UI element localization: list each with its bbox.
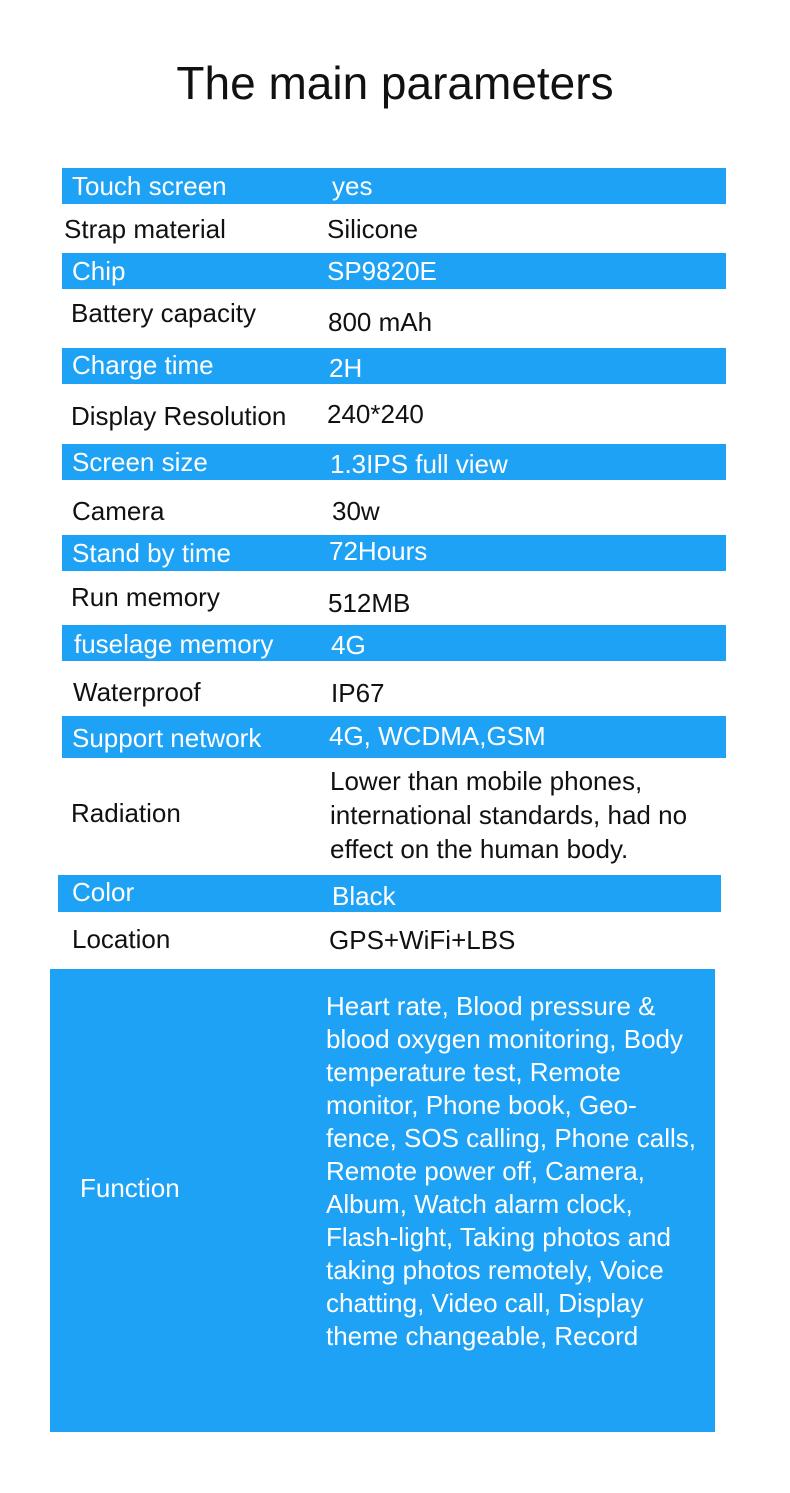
param-value: yes <box>332 171 373 201</box>
param-value: 512MB <box>328 588 411 618</box>
param-label: Display Resolution <box>71 401 287 431</box>
param-value: Black <box>332 881 396 911</box>
param-label: Camera <box>72 496 165 526</box>
param-label: Strap material <box>64 214 226 244</box>
param-value: Silicone <box>327 214 419 244</box>
param-value: 4G <box>331 630 366 660</box>
param-label: Support network <box>72 723 262 753</box>
param-value: Lower than mobile phones, international standards, had no effect on the human body. <box>330 766 688 864</box>
param-label: Waterproof <box>73 677 201 707</box>
param-label: Color <box>72 877 135 907</box>
param-value: 30w <box>332 496 380 526</box>
param-label: Stand by time <box>72 538 231 568</box>
param-value: 800 mAh <box>328 307 433 337</box>
param-label: Chip <box>72 256 126 286</box>
param-value: IP67 <box>331 678 385 708</box>
param-label: Charge time <box>72 350 214 380</box>
param-value: SP9820E <box>327 256 437 286</box>
param-label: Location <box>72 924 171 954</box>
param-value: 4G, WCDMA,GSM <box>329 721 546 751</box>
param-value: 2H <box>329 353 363 383</box>
page-title: The main parameters <box>176 57 614 109</box>
param-value: Heart rate, Blood pressure & blood oxygen monitoring, Body temperature test, Remote monitor, Phone book, Geo-fence, SOS calling, Phone calls, Remote power off, Camera, Album, Watch alarm clock, Flash-light, Taking photos and taking photos remotely, Voice chatting, Video call, Display theme changeable, Record <box>326 991 696 1351</box>
param-value: 240*240 <box>327 399 424 429</box>
param-label: Run memory <box>71 582 220 612</box>
param-value: 1.3IPS full view <box>330 449 508 479</box>
param-label: fuselage memory <box>74 629 274 659</box>
param-value: GPS+WiFi+LBS <box>329 925 516 955</box>
param-label: Radiation <box>71 798 181 828</box>
param-label: Battery capacity <box>71 298 256 328</box>
param-label: Screen size <box>72 447 208 477</box>
param-label: Touch screen <box>72 171 227 201</box>
param-label: Function <box>80 1173 180 1203</box>
param-value: 72Hours <box>329 536 428 566</box>
